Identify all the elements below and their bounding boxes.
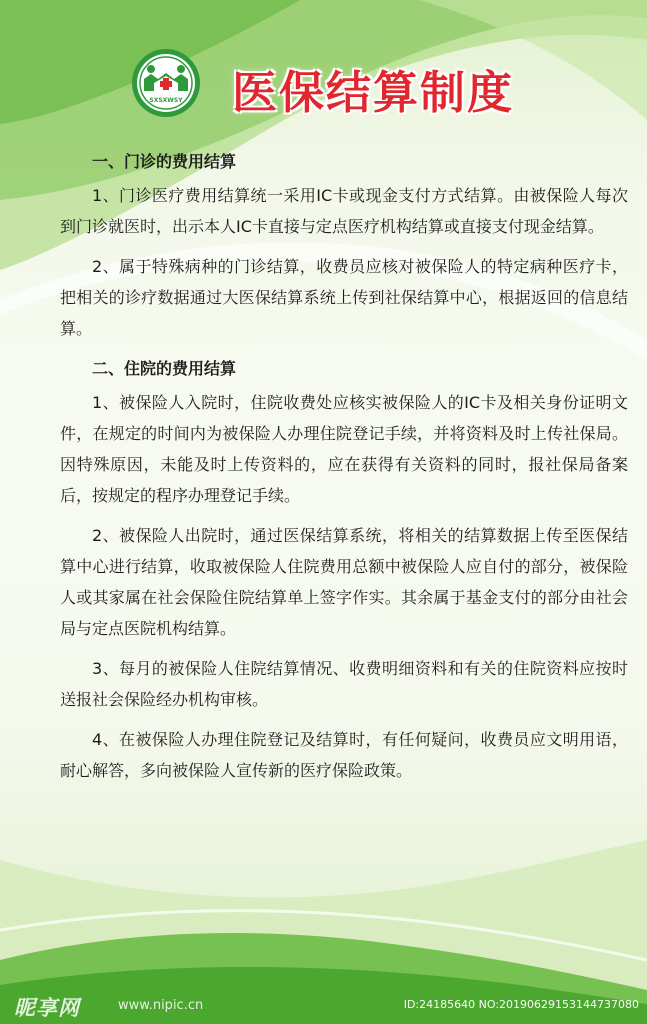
watermark-brand: 昵享网: [14, 996, 80, 1020]
inpatient-paragraph-3: 3、每月的被保险人住院结算情况、收费明细资料和有关的住院资料应按时送报社会保险经办机构审核。: [60, 659, 628, 709]
inpatient-paragraph-2: 2、被保险人出院时，通过医保结算系统，将相关的结算数据上传至医保结算中心进行结算，收取被保险人住院费用总额中被保险人应自付的部分，被保险人或其家属在社会保险住院结算单上签字作实。其余属于基金支付的部分由社会局与定点医院机构结算。: [60, 526, 628, 638]
watermark: [8, 988, 639, 1018]
outpatient-paragraph-2: 2、属于特殊病种的门诊结算，收费员应核对被保险人的特定病种医疗卡，把相关的诊疗数据通过大医保结算系统上传到社保结算中心，根据返回的信息结算。: [60, 257, 628, 338]
watermark-url: www.nipic.cn: [118, 998, 204, 1013]
outpatient-paragraph-1: 1、门诊医疗费用结算统一采用IC卡或现金支付方式结算。由被保险人每次到门诊就医时，出示本人IC卡直接与定点医疗机构结算或直接支付现金结算。: [60, 186, 628, 236]
logo-text: SXSXWSY: [149, 97, 183, 104]
inpatient-paragraph-4: 4、在被保险人办理住院登记及结算时，有任何疑问，收费员应文明用语，耐心解答，多向被保险人宣传新的医疗保险政策。: [60, 730, 628, 780]
inpatient-paragraph-1: 1、被保险人入院时，住院收费处应核实被保险人的IC卡及相关身份证明文件，在规定的时间内为被保险人办理住院登记手续，并将资料及时上传社保局。因特殊原因，未能及时上传资料的，应在获得有关资料的同时，报社保局备案后，按规定的程序办理登记手续。: [60, 393, 628, 505]
section-heading-outpatient: 一、门诊的费用结算: [92, 152, 237, 171]
regulation-content: [60, 142, 628, 795]
section-heading-inpatient: 二、住院的费用结算: [92, 359, 237, 378]
watermark-id: ID:24185640 NO:20190629153144737080: [403, 998, 639, 1011]
hospital-logo-icon: [130, 47, 202, 119]
page-title: 医保结算制度: [232, 66, 515, 119]
